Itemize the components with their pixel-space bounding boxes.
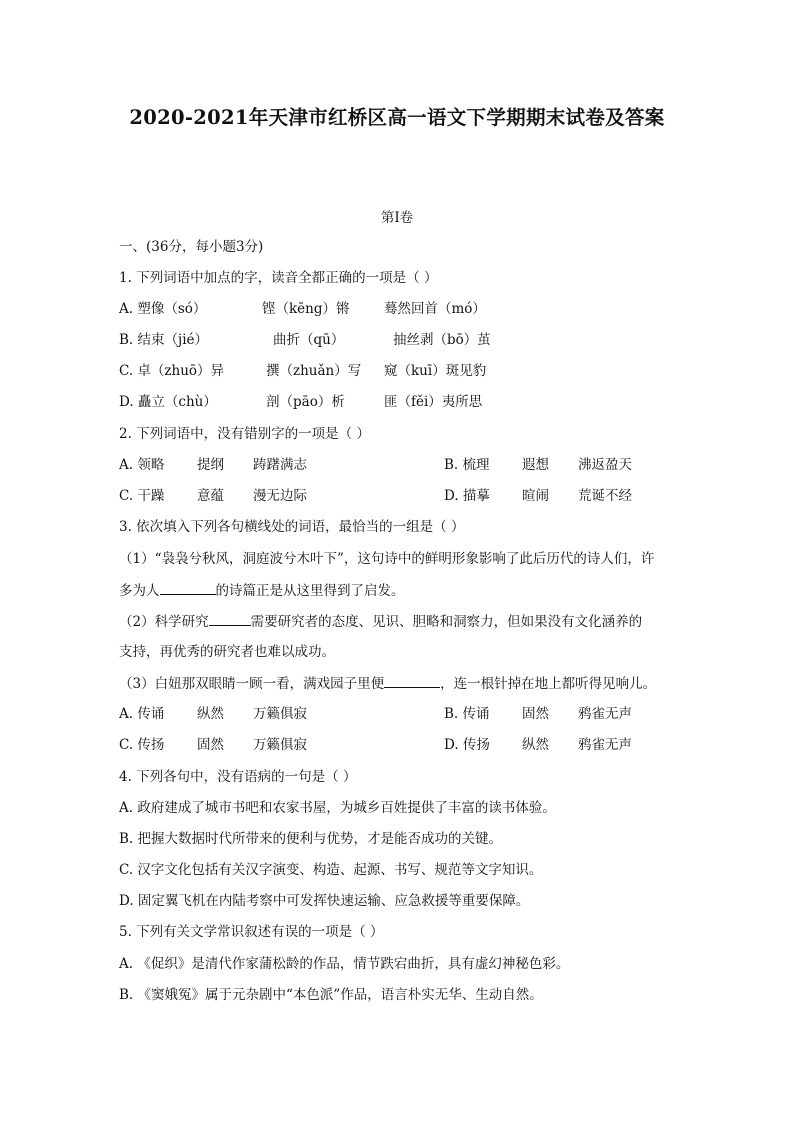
q2-option-c-2: 意蕴 bbox=[197, 488, 224, 504]
q4-option-a: A. 政府建成了城市书吧和农家书屋，为城乡百姓提供了丰富的读书体验。 bbox=[119, 800, 556, 816]
q3-option-a-2: 纵然 bbox=[197, 706, 224, 722]
q1-option-c-3: 窥（kuī）斑见豹 bbox=[384, 363, 487, 379]
q3-sentence-2-line-1 bbox=[119, 611, 642, 632]
q2-option-b-3: 沸返盈天 bbox=[578, 457, 632, 473]
q3-sentence-1-line-1: （1）“袅袅兮秋风，洞庭波兮木叶下”，这句诗中的鲜明形象影响了此后历代的诗人们，许 bbox=[119, 551, 655, 567]
document-title: 2020-2021年天津市红桥区高一语文下学期期末试卷及答案 bbox=[129, 106, 665, 129]
q2-option-a-2: 提纲 bbox=[197, 457, 224, 473]
q3-blank-3 bbox=[384, 673, 440, 688]
q3-s1-post: 的诗篇正是从这里得到了启发。 bbox=[215, 583, 405, 599]
q2-option-a-1: A. 领略 bbox=[119, 457, 165, 473]
q5-option-b: B. 《窦娥冤》属于元杂剧中“本色派”作品，语言朴实无华、生动自然。 bbox=[119, 987, 543, 1003]
q3-s3-pre: （3）白妞那双眼睛一顾一看，满戏园子里便 bbox=[119, 676, 385, 692]
q2-stem: 2. 下列词语中，没有错别字的一项是（ ） bbox=[119, 426, 370, 442]
q1-option-a-2: 铿（kēng）锵 bbox=[262, 301, 350, 317]
q2-option-c-3: 漫无边际 bbox=[253, 488, 307, 504]
q3-option-b-3: 鸦雀无声 bbox=[578, 706, 632, 722]
q3-option-c-2: 固然 bbox=[197, 737, 224, 753]
q1-option-d-1: D. 矗立（chù） bbox=[119, 394, 217, 410]
q2-option-d-1: D. 描摹 bbox=[444, 488, 490, 504]
q3-option-a-3: 万籁俱寂 bbox=[253, 706, 307, 722]
q1-option-c-2: 撰（zhuǎn）写 bbox=[266, 363, 362, 379]
q5-option-a: A. 《促织》是清代作家蒲松龄的作品，情节跌宕曲折，具有虚幻神秘色彩。 bbox=[119, 956, 570, 972]
q3-sentence-2-line-2: 支持，再优秀的研究者也难以成功。 bbox=[119, 644, 335, 660]
q1-option-d-2: 剖（pāo）析 bbox=[266, 394, 345, 410]
q3-s2-pre: （2）科学研究 bbox=[119, 614, 209, 630]
q1-option-d-3: 匪（fěi）夷所思 bbox=[384, 394, 483, 410]
q3-blank-2 bbox=[209, 611, 251, 626]
q3-sentence-1-line-2 bbox=[119, 580, 405, 601]
q4-option-b: B. 把握大数据时代所带来的便利与优势，才是能否成功的关键。 bbox=[119, 831, 503, 847]
q3-option-d-3: 鸦雀无声 bbox=[578, 737, 632, 753]
q3-option-b-2: 固然 bbox=[522, 706, 549, 722]
section-heading: 第Ⅰ卷 bbox=[380, 210, 414, 226]
q3-stem: 3. 依次填入下列各句横线处的词语，最恰当的一组是（ ） bbox=[119, 519, 465, 535]
q3-option-c-3: 万籁俱寂 bbox=[253, 737, 307, 753]
q2-option-b-2: 遐想 bbox=[522, 457, 549, 473]
q2-option-c-1: C. 干躁 bbox=[119, 488, 165, 504]
q4-option-d: D. 固定翼飞机在内陆考察中可发挥快速运输、应急救援等重要保障。 bbox=[119, 893, 530, 909]
q3-s2-post: 需要研究者的态度、见识、胆略和洞察力，但如果没有文化涵养的 bbox=[250, 614, 643, 630]
q2-option-d-2: 暄闹 bbox=[522, 488, 549, 504]
q1-option-b-3: 抽丝剥（bō）茧 bbox=[393, 332, 491, 348]
q3-option-d-2: 纵然 bbox=[522, 737, 549, 753]
q5-stem: 5. 下列有关文学常识叙述有误的一项是（ ） bbox=[119, 924, 384, 940]
q3-blank-1 bbox=[160, 580, 216, 595]
q3-s3-post: ，连一根针掉在地上都听得见响儿。 bbox=[440, 676, 657, 692]
q1-option-b-2: 曲折（qū） bbox=[273, 332, 345, 348]
q1-option-a-3: 蓦然回首（mó） bbox=[384, 301, 486, 317]
part-header: 一、(36分，每小题3分) bbox=[119, 239, 264, 255]
q2-option-b-1: B. 梳理 bbox=[444, 457, 490, 473]
q1-option-b-1: B. 结束（jié） bbox=[119, 332, 208, 348]
q3-option-c-1: C. 传扬 bbox=[119, 737, 165, 753]
q1-stem: 1. 下列词语中加点的字，读音全都正确的一项是（ ） bbox=[119, 270, 438, 286]
q3-sentence-3 bbox=[119, 673, 656, 694]
q4-stem: 4. 下列各句中，没有语病的一句是（ ） bbox=[119, 769, 357, 785]
q3-option-b-1: B. 传诵 bbox=[444, 706, 490, 722]
q3-option-d-1: D. 传扬 bbox=[444, 737, 490, 753]
q1-option-c-1: C. 卓（zhuō）异 bbox=[119, 363, 225, 379]
q2-option-a-3: 踌躇满志 bbox=[253, 457, 307, 473]
q3-option-a-1: A. 传诵 bbox=[119, 706, 165, 722]
q3-s1-pre: 多为人 bbox=[119, 583, 160, 599]
q1-option-a-1: A. 塑像（só） bbox=[119, 301, 207, 317]
q4-option-c: C. 汉字文化包括有关汉字演变、构造、起源、书写、规范等文字知识。 bbox=[119, 862, 543, 878]
q2-option-d-3: 荒诞不经 bbox=[578, 488, 632, 504]
